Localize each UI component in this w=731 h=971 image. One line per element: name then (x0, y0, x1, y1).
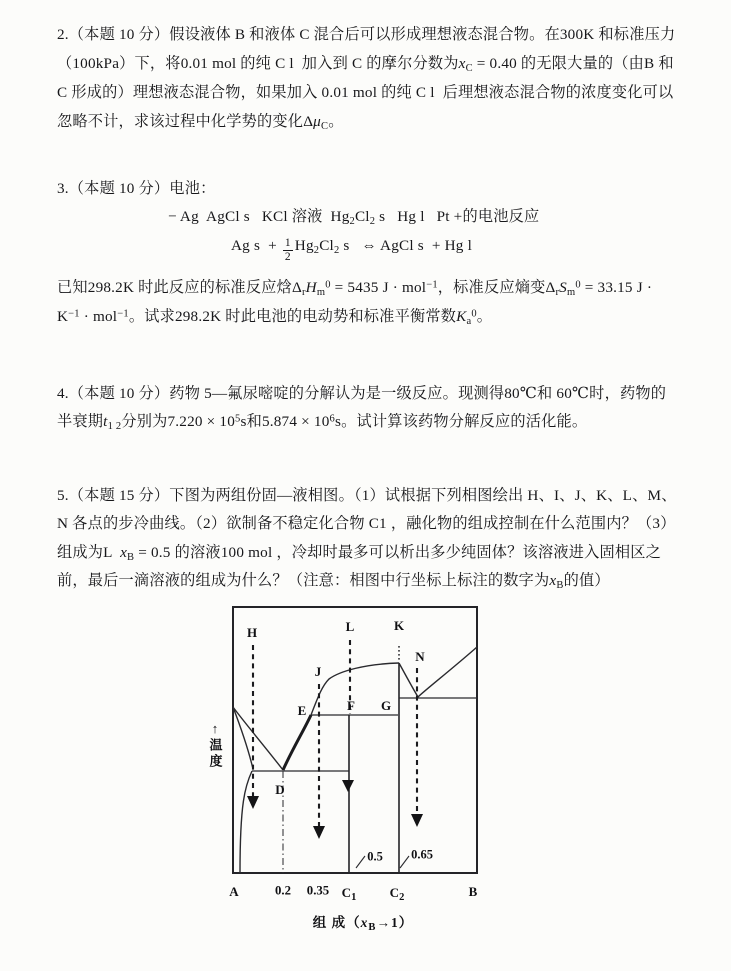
point-label-N: N (415, 649, 425, 664)
question-5-line-3: 组成为L $x_B = 0.5$ 的溶液100 mol ，冷却时最多可以析出多少纯固体？该溶液进入固相区之 (57, 544, 662, 563)
leader-slash-0.65 (400, 856, 409, 868)
liquidus-A-to-D (233, 707, 283, 770)
question-5-line-4: 前，最后一滴溶液的组成为什么？（注意：相图中行坐标上标注的数字为$x_B$的值） (57, 572, 610, 591)
solidus-A (233, 707, 253, 769)
x-axis-label-A: A (229, 884, 239, 899)
x-axis-title: 组 成$(x_B\to 1)$ (312, 915, 414, 933)
x-axis-label-C1: $C_1$ (341, 885, 357, 903)
question-4-line-2: 半衰期$t_{1 2}$分别为$7.220 \times 10^5s$和$5.874 \times 10^6s$。试计算该药物分解反应的活化能。 (57, 413, 588, 432)
question-3-cell-notation: − Ag AgCl s KCl 溶液 $Hg_2Cl_2$ s Hg l Pt +的电池反应 (168, 208, 540, 227)
question-2-line-3: C 形成的）理想液态混合物，如果加入 0.01 mol 的纯 C l 后理想液态混合物的浓度变化可以 (57, 84, 674, 101)
point-label-J: J (314, 664, 322, 679)
point-label-G: G (380, 698, 392, 713)
y-axis-title (204, 721, 226, 770)
phase-diagram-figure (200, 600, 505, 948)
question-5-line-1: 5.（本题 15 分）下图为两组份固—液相图。（1）试根据下列相图绘出 H、I、J、K、L、M、 (57, 487, 677, 504)
down-arrow-icon-L (342, 780, 354, 792)
point-label-D: D (275, 782, 285, 797)
point-label-E: E (297, 703, 307, 718)
question-2-line-4: 忽略不计，求该过程中化学势的变化$\Delta\mu_C$。 (57, 113, 344, 132)
down-arrow-icon-H (247, 796, 259, 809)
leader-slash-0.5 (356, 856, 365, 868)
up-arrow-icon: ↑ (211, 721, 219, 736)
liquidus-D-to-E-bold (283, 715, 311, 770)
x-axis-label-0.2: 0.2 (275, 883, 291, 898)
annotation-0.5: 0.5 (367, 849, 383, 864)
x-axis-label-B: B (468, 884, 478, 899)
point-label-K: K (393, 618, 405, 633)
down-arrow-icon-J (313, 826, 325, 839)
annotation-0.65: 0.65 (411, 847, 433, 862)
question-3-line-3: $K^{-1} \cdot mol^{-1}$。试求298.2K 时此电池的电动势和标准平衡常数$K_a^0$。 (57, 308, 493, 327)
question-3-cell-reaction: Ag s + $\frac{1}{2}$ $Hg_2Cl_2$ s ⇔ AgCl s + Hg l (231, 236, 473, 263)
point-label-H: H (246, 625, 258, 640)
y-axis-label-text: 温度 (207, 738, 223, 770)
question-5-line-2: N 各点的步冷曲线。（2）欲制备不稳定化合物 C1 ，融化物的组成控制在什么范围内？（3） (57, 515, 676, 532)
point-label-F: F (347, 698, 355, 713)
question-3-line-2: 已知298.2K 时此反应的标准反应焓$\Delta_rH_m^0 = 5435$ J · mol$^{-1}$，标准反应熵变$\Delta_rS_m^0 = 33.15$ J · (57, 279, 653, 298)
question-4-line-1: 4.（本题 10 分）药物 5—氟尿嘧啶的分解认为是一级反应。现测得80℃和 60℃时，药物的 (57, 385, 667, 402)
solvus-A (240, 771, 252, 873)
question-3-header: 3.（本题 10 分）电池： (57, 180, 216, 197)
diagram-frame (233, 607, 477, 873)
point-label-L: L (345, 619, 355, 634)
down-arrow-icon-N (411, 814, 423, 827)
question-2-line-1: 2.（本题 10 分）假设液体 B 和液体 C 混合后可以形成理想液态混合物。在300K 和标准压力 (57, 26, 676, 43)
question-2-line-2: （100kPa）下，将0.01 mol 的纯 C l 加入到 C 的摩尔分数为$x_C = 0.40$ 的无限大量的（由B 和 (57, 55, 674, 74)
liquidus-K-N-B (399, 647, 477, 697)
x-axis-label-C2: $C_2$ (389, 885, 405, 903)
x-axis-label-0.35: 0.35 (306, 883, 330, 898)
